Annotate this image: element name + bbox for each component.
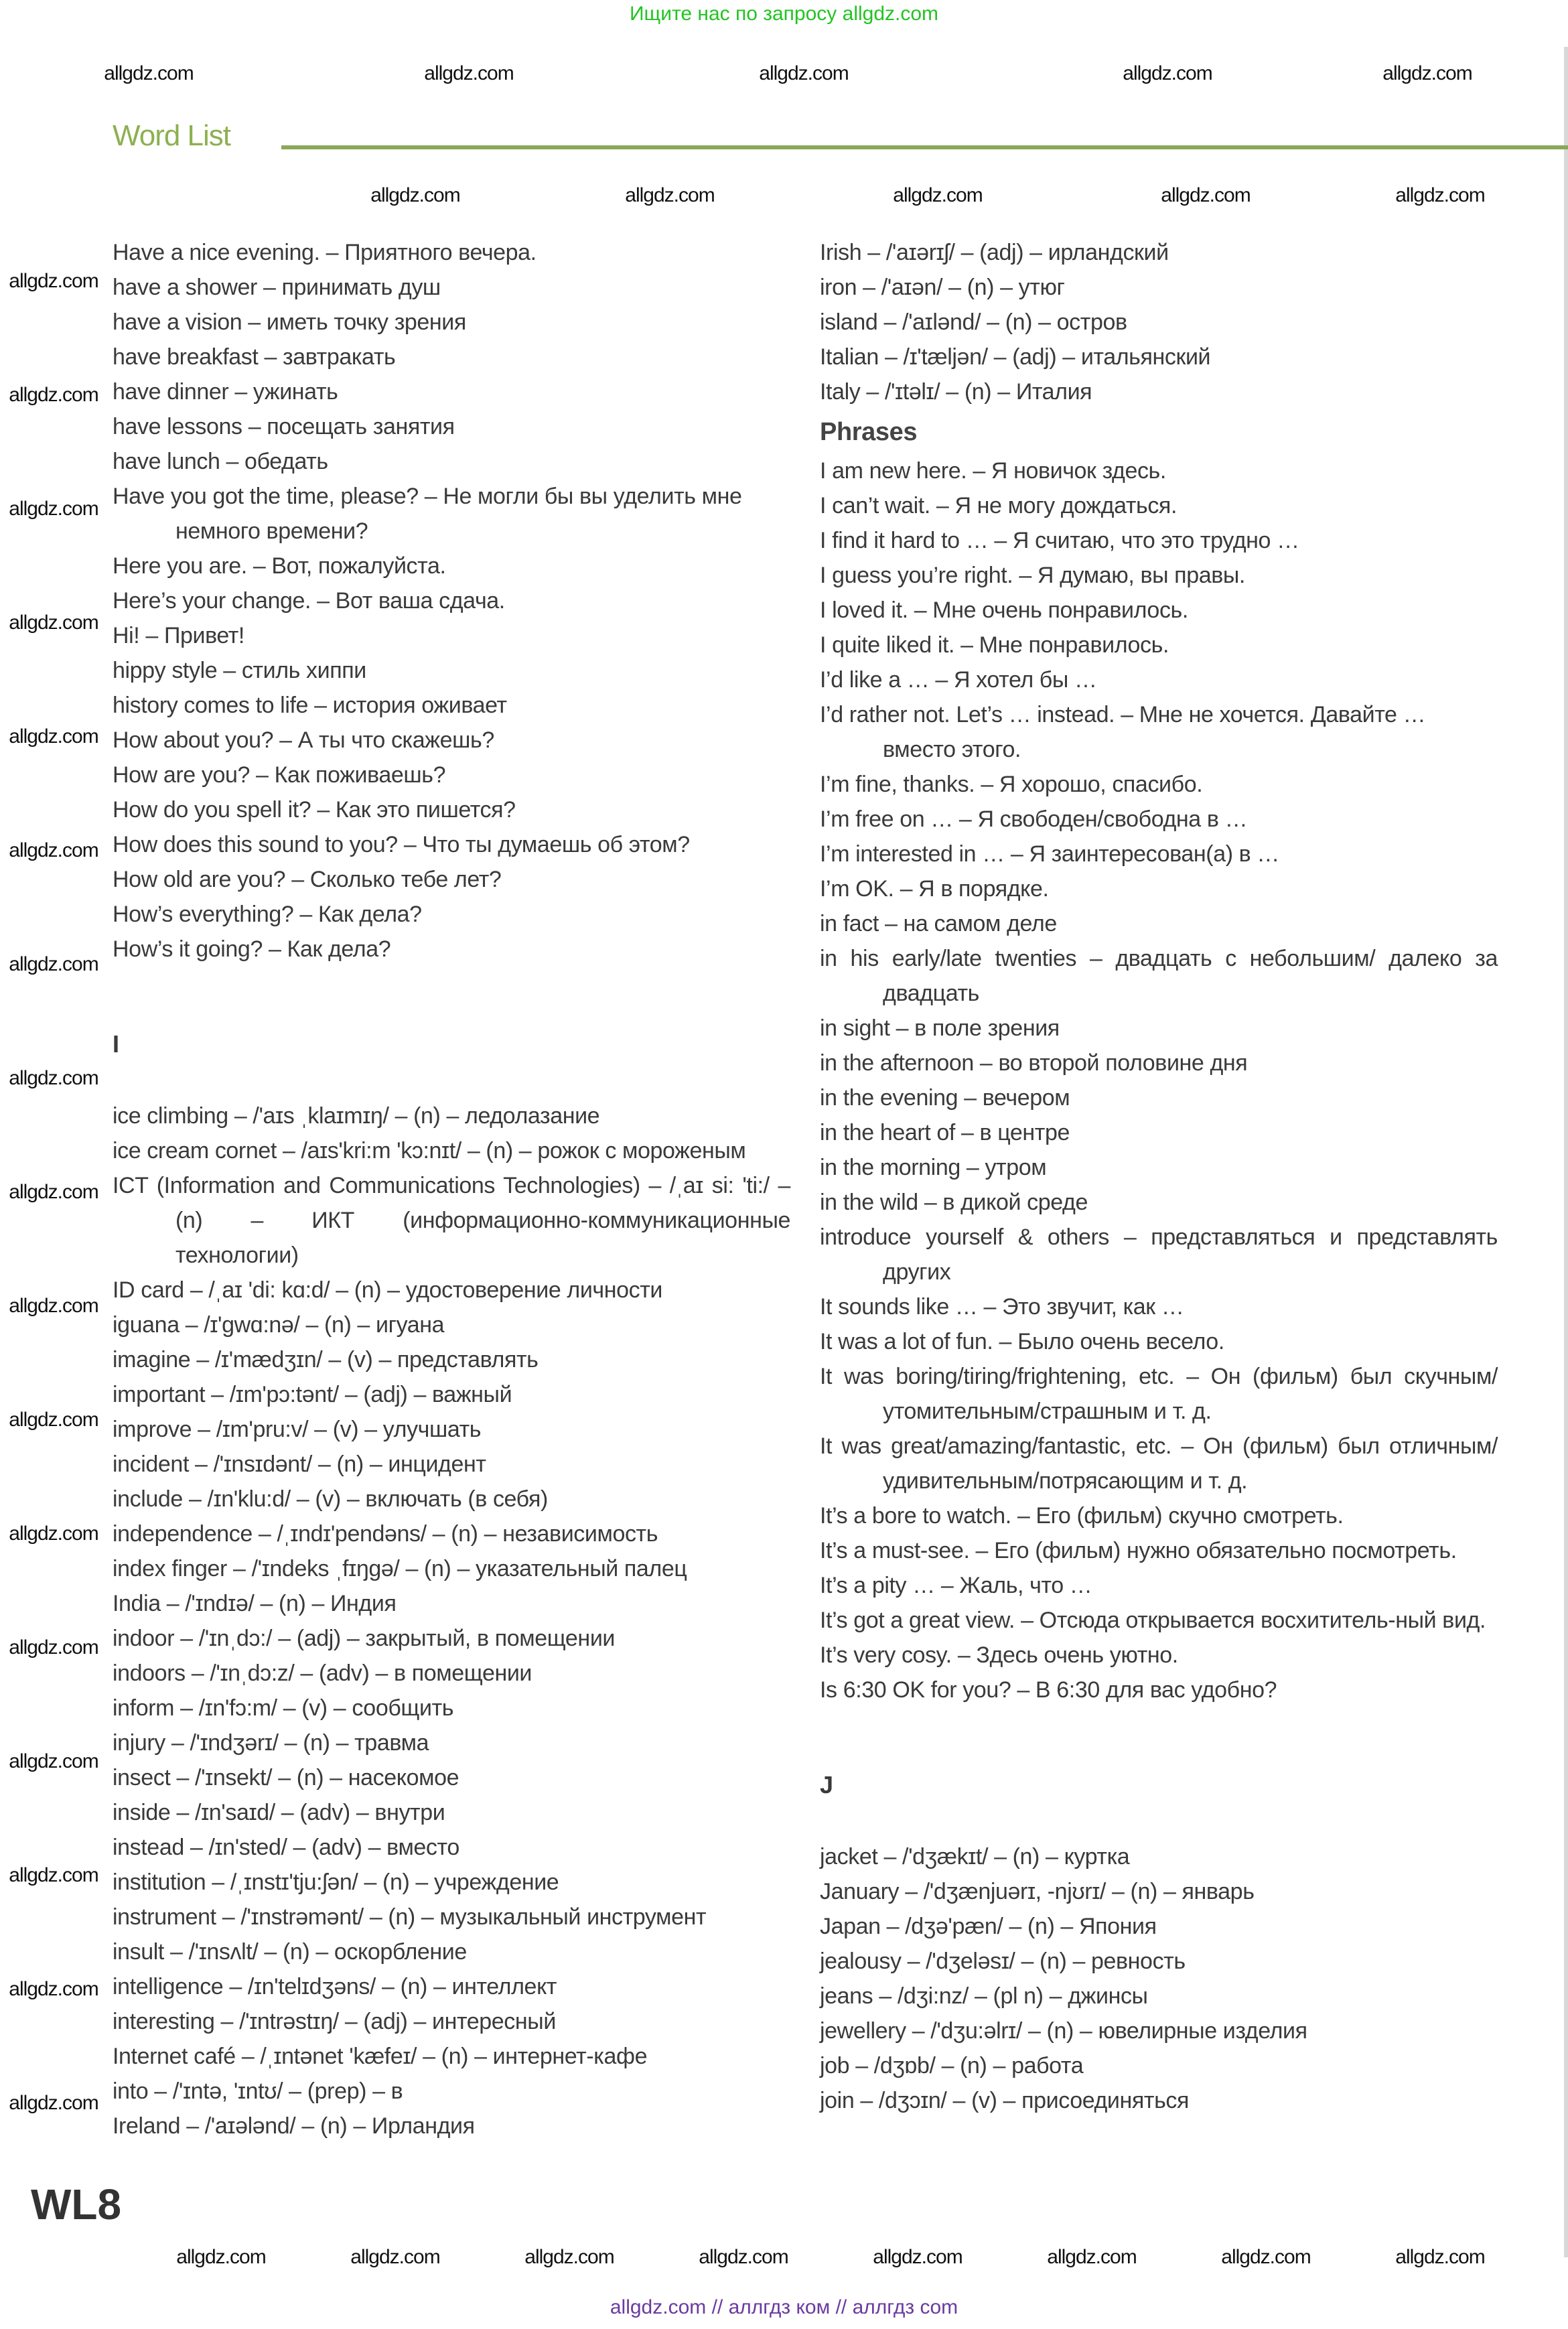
word-list-entry: Have you got the time, please? – Не могли бы вы уделить мне немного времени? bbox=[113, 484, 742, 544]
watermark: allgdz.com bbox=[873, 2246, 963, 2268]
word-list-entry: Is 6:30 OK for you? – В 6:30 для вас удобно? bbox=[820, 1677, 1277, 1703]
word-list-entry: institution – /ˌɪnstɪ'tju:ʃən/ – (n) – учреждение bbox=[113, 1869, 559, 1895]
watermark: allgdz.com bbox=[699, 2246, 788, 2268]
watermark: allgdz.com bbox=[9, 953, 98, 975]
watermark: allgdz.com bbox=[9, 1409, 98, 1431]
word-list-entry: job – /dʒɒb/ – (n) – работа bbox=[820, 2053, 1084, 2078]
watermark: allgdz.com bbox=[424, 62, 514, 84]
word-list-entry: jacket – /'dʒækɪt/ – (n) – куртка bbox=[820, 1844, 1130, 1869]
word-list-entry: It was a lot of fun. – Было очень весело. bbox=[820, 1329, 1224, 1354]
watermark: allgdz.com bbox=[9, 1978, 98, 2000]
page-number: WL8 bbox=[31, 2180, 122, 2229]
word-list-entry: instead – /ɪn'sted/ – (adv) – вместо bbox=[113, 1835, 459, 1860]
word-list-entry: Have a nice evening. – Приятного вечера. bbox=[113, 240, 537, 265]
word-list-entry: How does this sound to you? – Что ты думаешь об этом? bbox=[113, 832, 690, 857]
phrases-heading: Phrases bbox=[820, 418, 918, 446]
word-list-entry: How old are you? – Сколько тебе лет? bbox=[113, 867, 502, 892]
word-list-entry: in the evening – вечером bbox=[820, 1085, 1070, 1111]
word-list-entry: ICT (Information and Communications Technologies) – /ˌaɪ si: 'ti:/ – (n) – ИКТ (информационно-коммуникационные технологии) bbox=[113, 1173, 790, 1268]
watermark: allgdz.com bbox=[1382, 62, 1472, 84]
word-list-entry: have a shower – принимать душ bbox=[113, 275, 441, 300]
word-list-entry: join – /dʒɔɪn/ – (v) – присоединяться bbox=[820, 2088, 1189, 2113]
word-list-entry: interesting – /'ɪntrəstɪŋ/ – (adj) – интересный bbox=[113, 2009, 556, 2034]
word-list-entry: Irish – /'aɪərɪʃ/ – (adj) – ирландский bbox=[820, 240, 1169, 265]
word-list-entry: It’s got a great view. – Отсюда открывается восхититель-ный вид. bbox=[820, 1608, 1486, 1633]
word-list-entry: I’d like a … – Я хотел бы … bbox=[820, 667, 1097, 693]
watermark: allgdz.com bbox=[1123, 62, 1212, 84]
word-list-entry: independence – /ˌɪndɪ'pendəns/ – (n) – независимость bbox=[113, 1521, 658, 1547]
word-list-entry: India – /'ɪndɪə/ – (n) – Индия bbox=[113, 1591, 397, 1616]
word-list-entry: It was great/amazing/fantastic, etc. – Он (фильм) был отличным/удивительным/потрясающим и т. д. bbox=[820, 1433, 1498, 1494]
word-list-entry: Ireland – /'aɪələnd/ – (n) – Ирландия bbox=[113, 2113, 475, 2139]
word-list-entry: insult – /'ɪnsʌlt/ – (n) – оскорбление bbox=[113, 1939, 467, 1965]
word-list-entry: in the heart of – в центре bbox=[820, 1120, 1070, 1145]
word-list-entry: in fact – на самом деле bbox=[820, 911, 1057, 936]
watermark: allgdz.com bbox=[9, 1750, 98, 1772]
word-list-entry: I’m OK. – Я в порядке. bbox=[820, 876, 1049, 902]
word-list-entry: incident – /'ɪnsɪdənt/ – (n) – инцидент bbox=[113, 1452, 486, 1477]
word-list-entry: include – /ɪn'klu:d/ – (v) – включать (в себя) bbox=[113, 1486, 548, 1512]
word-list-entry: hippy style – стиль хиппи bbox=[113, 658, 366, 683]
word-list-entry: improve – /ɪm'pru:v/ – (v) – улучшать bbox=[113, 1417, 482, 1442]
watermark: allgdz.com bbox=[9, 839, 98, 861]
watermark: allgdz.com bbox=[1395, 184, 1485, 206]
word-list-entry: Italian – /ɪ'tæljən/ – (adj) – итальянский bbox=[820, 344, 1211, 370]
word-list-entry: inside – /ɪn'saɪd/ – (adv) – внутри bbox=[113, 1800, 445, 1825]
watermark: allgdz.com bbox=[9, 1636, 98, 1658]
left-block-i bbox=[113, 1099, 790, 2143]
left-column bbox=[113, 235, 790, 2143]
word-list-entry: It’s a pity … – Жаль, что … bbox=[820, 1573, 1092, 1598]
word-list-entry: injury – /'ɪndʒərɪ/ – (n) – травма bbox=[113, 1730, 429, 1756]
watermark: allgdz.com bbox=[9, 498, 98, 520]
word-list-entry: I’m fine, thanks. – Я хорошо, спасибо. bbox=[820, 772, 1203, 797]
word-list-entry: I find it hard to … – Я считаю, что это трудно … bbox=[820, 528, 1299, 553]
word-list-entry: jealousy – /'dʒeləsɪ/ – (n) – ревность bbox=[820, 1949, 1186, 1974]
word-list-entry: ice cream cornet – /aɪs'kri:m 'kɔ:nɪt/ – (n) – рожок с мороженым bbox=[113, 1138, 746, 1163]
word-list-entry: introduce yourself & others – представляться и представлять других bbox=[820, 1224, 1498, 1285]
word-list-entry: ID card – /ˌaɪ 'di: kɑ:d/ – (n) – удостоверение личности bbox=[113, 1277, 662, 1303]
watermark: allgdz.com bbox=[1047, 2246, 1137, 2268]
right-block-j bbox=[820, 1839, 1498, 2118]
word-list-entry: intelligence – /ɪn'telɪdʒəns/ – (n) – интеллект bbox=[113, 1974, 557, 1999]
page-title: Word List bbox=[113, 119, 231, 152]
word-list-entry: in the morning – утром bbox=[820, 1155, 1047, 1180]
word-list-entry: jewellery – /'dʒu:əlrɪ/ – (n) – ювелирные изделия bbox=[820, 2018, 1307, 2044]
right-column bbox=[820, 235, 1498, 2118]
word-list-entry: have a vision – иметь точку зрения bbox=[113, 309, 466, 335]
watermark: allgdz.com bbox=[9, 1523, 98, 1545]
word-list-entry: in the afternoon – во второй половине дня bbox=[820, 1050, 1248, 1076]
watermark: allgdz.com bbox=[9, 612, 98, 634]
watermark: allgdz.com bbox=[1161, 184, 1251, 206]
word-list-entry: insect – /'ɪnsekt/ – (n) – насекомое bbox=[113, 1765, 459, 1790]
watermark: allgdz.com bbox=[9, 1067, 98, 1089]
word-list-entry: jeans – /dʒi:nz/ – (pl n) – джинсы bbox=[820, 1983, 1148, 2009]
word-list-entry: island – /'aɪlənd/ – (n) – остров bbox=[820, 309, 1127, 335]
word-list-entry: It was boring/tiring/frightening, etc. – Он (фильм) был скучным/утомительным/страшным и т. д. bbox=[820, 1364, 1498, 1424]
watermark: allgdz.com bbox=[1221, 2246, 1311, 2268]
word-list-entry: in sight – в поле зрения bbox=[820, 1015, 1060, 1041]
word-list-entry: I can’t wait. – Я не могу дождаться. bbox=[820, 493, 1177, 518]
word-list-entry: It’s a bore to watch. – Его (фильм) скучно смотреть. bbox=[820, 1503, 1344, 1529]
word-list-entry: I’m interested in … – Я заинтересован(а) в … bbox=[820, 841, 1279, 867]
watermark: allgdz.com bbox=[625, 184, 715, 206]
word-list-entry: imagine – /ɪ'mædʒɪn/ – (v) – представлять bbox=[113, 1347, 539, 1372]
watermark: allgdz.com bbox=[9, 725, 98, 748]
watermark: allgdz.com bbox=[524, 2246, 614, 2268]
watermark: allgdz.com bbox=[9, 2092, 98, 2114]
word-list-entry: Internet café – /ˌɪntənet 'kæfeɪ/ – (n) – интернет-кафе bbox=[113, 2044, 648, 2069]
word-list-entry: It’s very cosy. – Здесь очень уютно. bbox=[820, 1642, 1178, 1668]
watermark: allgdz.com bbox=[9, 1295, 98, 1317]
word-list-entry: in his early/late twenties – двадцать с небольшим/ далеко за двадцать bbox=[820, 946, 1498, 1006]
word-list-entry: index finger – /'ɪndeks ˌfɪŋgə/ – (n) – указательный палец bbox=[113, 1556, 687, 1581]
word-list-entry: in the wild – в дикой среде bbox=[820, 1190, 1088, 1215]
word-list-entry: I loved it. – Мне очень понравилось. bbox=[820, 597, 1188, 623]
word-list-entry: indoor – /'ɪnˌdɔ:/ – (adj) – закрытый, в помещении bbox=[113, 1626, 615, 1651]
word-list-entry: iguana – /ɪ'gwɑ:nə/ – (n) – игуана bbox=[113, 1312, 445, 1338]
letter-heading-j: J bbox=[820, 1771, 833, 1798]
top-search-note: Ищите нас по запросу allgdz.com bbox=[629, 3, 939, 25]
word-list-entry: important – /ɪm'pɔ:tənt/ – (adj) – важный bbox=[113, 1382, 512, 1407]
word-list-entry: Here’s your change. – Вот ваша сдача. bbox=[113, 588, 505, 614]
bottom-note: allgdz.com // аллгдз ком // аллгдз com bbox=[610, 2296, 958, 2318]
word-list-entry: inform – /ɪn'fɔ:m/ – (v) – сообщить bbox=[113, 1695, 454, 1721]
watermark: allgdz.com bbox=[370, 184, 460, 206]
watermark: allgdz.com bbox=[9, 384, 98, 406]
word-list-entry: It’s a must-see. – Его (фильм) нужно обязательно посмотреть. bbox=[820, 1538, 1457, 1563]
right-block-i bbox=[820, 235, 1498, 409]
left-block-h bbox=[113, 235, 790, 967]
word-list-entry: It sounds like … – Это звучит, как … bbox=[820, 1294, 1184, 1320]
word-list-entry: iron – /'aɪən/ – (n) – утюг bbox=[820, 275, 1065, 300]
watermark: allgdz.com bbox=[893, 184, 983, 206]
word-list-entry: How about you? – А ты что скажешь? bbox=[113, 727, 494, 753]
page-edge-shadow bbox=[1564, 47, 1568, 2257]
word-list-entry: How do you spell it? – Как это пишется? bbox=[113, 797, 516, 823]
header-divider bbox=[281, 145, 1568, 149]
word-list-entry: I quite liked it. – Мне понравилось. bbox=[820, 632, 1169, 658]
word-list-entry: January – /'dʒænjuərɪ, -njʊrɪ/ – (n) – январь bbox=[820, 1879, 1255, 1904]
word-list-entry: instrument – /'ɪnstrəmənt/ – (n) – музыкальный инструмент bbox=[113, 1904, 707, 1930]
word-list-entry: How’s everything? – Как дела? bbox=[113, 902, 422, 927]
word-list-entry: How’s it going? – Как дела? bbox=[113, 936, 391, 962]
phrases-list bbox=[820, 453, 1498, 1707]
watermark: allgdz.com bbox=[759, 62, 849, 84]
watermark: allgdz.com bbox=[1395, 2246, 1485, 2268]
word-list-entry: indoors – /'ɪnˌdɔ:z/ – (adv) – в помещении bbox=[113, 1661, 532, 1686]
word-list-entry: Here you are. – Вот, пожалуйста. bbox=[113, 553, 446, 579]
word-list-entry: have dinner – ужинать bbox=[113, 379, 338, 405]
word-list-entry: ice climbing – /'aɪs ˌklaɪmɪŋ/ – (n) – ледолазание bbox=[113, 1103, 600, 1129]
word-list-entry: Japan – /dʒə'pæn/ – (n) – Япония bbox=[820, 1914, 1157, 1939]
word-list-entry: I’m free on … – Я свободен/свободна в … bbox=[820, 806, 1248, 832]
letter-heading-i: I bbox=[113, 1030, 119, 1058]
watermark: allgdz.com bbox=[350, 2246, 440, 2268]
word-list-entry: Hi! – Привет! bbox=[113, 623, 244, 648]
word-list-entry: I guess you’re right. – Я думаю, вы правы. bbox=[820, 563, 1245, 588]
word-list-entry: I’d rather not. Let’s … instead. – Мне не хочется. Давайте … вместо этого. bbox=[820, 702, 1426, 762]
watermark: allgdz.com bbox=[176, 2246, 266, 2268]
watermark: allgdz.com bbox=[104, 62, 194, 84]
word-list-entry: Italy – /'ɪtəlɪ/ – (n) – Италия bbox=[820, 379, 1092, 405]
word-list-entry: How are you? – Как поживаешь? bbox=[113, 762, 446, 788]
word-list-entry: have lunch – обедать bbox=[113, 449, 328, 474]
word-list-entry: into – /'ɪntə, 'ɪntʊ/ – (prep) – в bbox=[113, 2078, 403, 2104]
watermark: allgdz.com bbox=[9, 270, 98, 292]
word-list-entry: history comes to life – история оживает bbox=[113, 693, 507, 718]
word-list-entry: have lessons – посещать занятия bbox=[113, 414, 455, 439]
watermark: allgdz.com bbox=[9, 1864, 98, 1886]
watermark: allgdz.com bbox=[9, 1181, 98, 1203]
word-list-entry: have breakfast – завтракать bbox=[113, 344, 396, 370]
word-list-entry: I am new here. – Я новичок здесь. bbox=[820, 458, 1166, 484]
